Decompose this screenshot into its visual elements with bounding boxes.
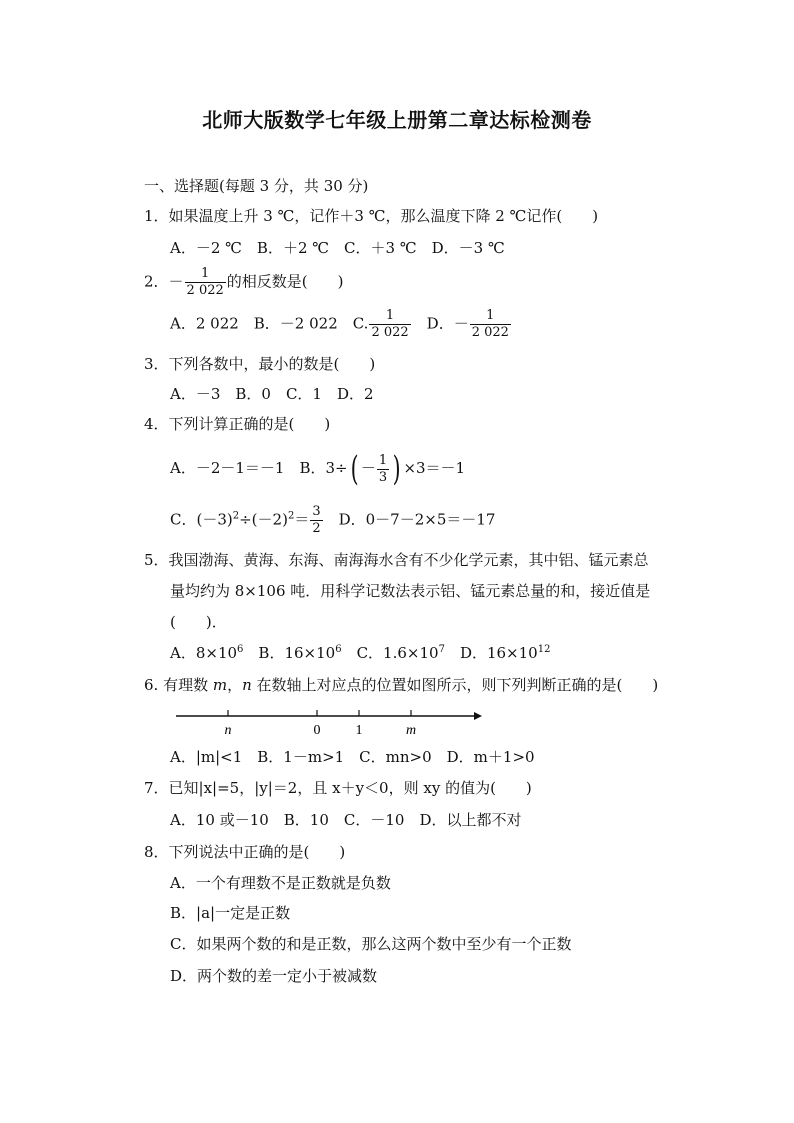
q6-var-m: m [212,676,228,694]
question-1-options: A．－2 ℃ B．＋2 ℃ C．＋3 ℃ D．－3 ℃ [170,239,505,257]
question-6-stem [144,675,658,695]
right-paren: ) [392,449,401,489]
q6-var-n: n [242,676,252,694]
q4-optc-sup1: 2 [232,510,240,522]
label-1: 1 [355,723,363,738]
question-6-options: A．|m|<1 B．1－m>1 C．mn>0 D．m＋1>0 [170,748,535,766]
q2-prefix: 2．－ [144,272,184,291]
question-7-stem: 7．已知|x|=5，|y|＝2，且 x＋y＜0，则 xy 的值为( ) [144,779,532,797]
q4-optb-suffix: ×3＝－1 [403,459,466,477]
question-8-stem: 8．下列说法中正确的是( ) [144,843,346,861]
question-5-line1: 5．我国渤海、黄海、东海、南海海水含有不少化学元素，其中铝、锰元素总 [144,551,649,569]
q4-optb-den: 3 [378,469,388,485]
section-heading: 一、选择题(每题 3 分，共 30 分) [144,177,369,195]
q5-opt-c-sup: 7 [438,644,445,655]
q4-opt-d: D．0－7－2×5＝－17 [323,510,496,529]
question-1-stem: 1．如果温度上升 3 ℃，记作＋3 ℃，那么温度下降 2 ℃记作( ) [144,207,599,225]
q4-opt-a: A．－2－1＝－1 B．3÷ [170,459,348,477]
q4-optc-num: 3 [312,504,321,519]
label-0: 0 [313,723,321,738]
question-5-line3: ( )． [170,613,227,631]
q4-optc-fraction [310,504,322,537]
q2-optc-den: 2 022 [371,325,409,340]
question-2-stem [144,266,343,299]
question-5-line2: 量均约为 8×106 吨．用科学记数法表示铝、锰元素总量的和，接近值是 [170,582,651,600]
question-7-options: A．10 或－10 B．10 C．－10 D．以上都不对 [170,811,522,829]
question-8-option-a: A．一个有理数不是正数就是负数 [170,874,391,892]
q2-optd-num: 1 [470,308,511,325]
q5-opt-d: D．16×10 [444,644,538,662]
q6-comma: ， [227,676,243,694]
number-line-arrow-icon [474,712,482,720]
q4-optb-minus: － [360,459,376,477]
q5-opt-b: B．16×10 [243,644,336,662]
q4-optb-fraction [377,453,389,486]
q4-optb-num: 1 [378,452,388,468]
question-8-option-d: D．两个数的差一定小于被减数 [170,967,378,985]
question-8-option-b: B．|a|一定是正数 [170,904,291,922]
question-4-options-ab [170,449,466,489]
question-4-stem: 4．下列计算正确的是( ) [144,415,331,433]
q2-opt-ab: A．2 022 B．－2 022 C. [170,314,369,333]
q6-stem-a: 6. 有理数 [144,676,213,694]
q2-frac-den: 2 022 [186,283,224,298]
q2-optd-prefix: D．－ [411,314,469,333]
number-line-figure [176,706,486,740]
label-n: n [224,723,232,738]
question-3-options: A．－3 B．0 C．1 D．2 [170,385,374,403]
q2-optd-fraction [470,308,511,341]
question-5-options [170,643,550,663]
q4-optc-den: 2 [312,521,321,536]
q5-opt-a-sup: 6 [237,644,244,655]
q2-optc-fraction [369,308,410,341]
q5-opt-c: C．1.6×10 [341,644,439,662]
q4-optc-prefix: C．(－3) [170,510,233,529]
q5-opt-d-sup: 12 [537,644,551,655]
question-8-option-c: C．如果两个数的和是正数，那么这两个数中至少有一个正数 [170,935,572,953]
question-4-options-cd [170,504,495,537]
q2-suffix: 的相反数是( ) [226,272,344,291]
q4-optc-mid: ÷(－2) [239,510,288,529]
q2-frac-num: 1 [185,266,226,283]
q4-optc-sup2: 2 [287,510,295,522]
question-2-options [170,308,512,341]
q2-fraction [185,266,226,299]
left-paren: ( [350,449,359,489]
question-3-stem: 3．下列各数中，最小的数是( ) [144,355,376,373]
q2-optd-den: 2 022 [471,325,509,340]
q6-stem-b: 在数轴上对应点的位置如图所示，则下列判断正确的是( ) [251,676,659,694]
q5-opt-a: A．8×10 [170,644,238,662]
q5-opt-b-sup: 6 [335,644,342,655]
q4-optc-eq: ＝ [294,510,310,529]
q2-optc-num: 1 [369,308,410,325]
page-title: 北师大版数学七年级上册第二章达标检测卷 [202,108,592,132]
label-m: m [405,723,417,738]
